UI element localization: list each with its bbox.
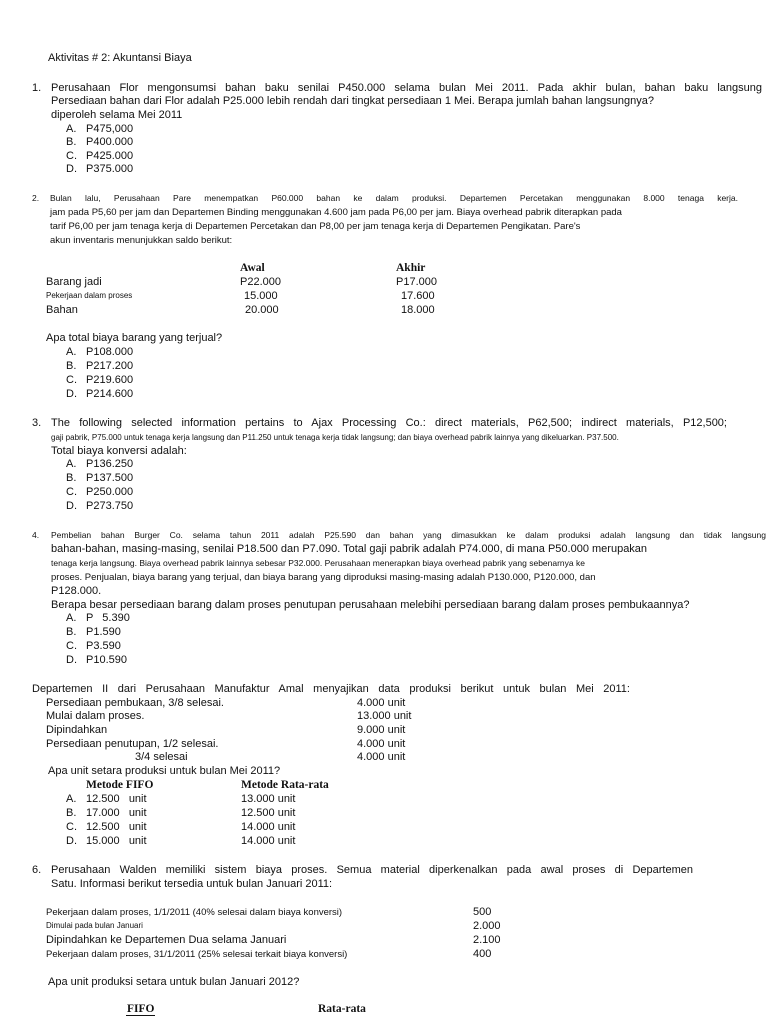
q1-option-d: D. P375.000 [66, 163, 134, 175]
q4-line-3: tenaga kerja langsung. Biaya overhead pabrik lainnya sebesar P32.000. Perusahaan menerapkan biaya overhead pabrik yang sebenarnya ke [51, 558, 585, 568]
q2-option-d: D. P214.600 [66, 388, 134, 400]
q1-line-3: diperoleh selama Mei 2011 [51, 109, 183, 121]
q5-question: Apa unit setara produksi untuk bulan Mei 2011? [48, 765, 281, 777]
q6-row-value: 400 [473, 948, 492, 960]
q6-row-label: Pekerjaan dalam proses, 1/1/2011 (40% selesai dalam biaya konversi) [46, 907, 343, 918]
q6-col-fifo-wrap [126, 1003, 155, 1016]
q2-col-awal: Awal [240, 262, 265, 274]
q5-row-label: Mulai dalam proses. [46, 710, 145, 722]
q5-option-d-rata: 14.000 unit [241, 835, 296, 847]
q5-option-c-rata: 14.000 unit [241, 821, 296, 833]
q6-line-2: Satu. Informasi berikut tersedia untuk bulan Januari 2011: [51, 878, 333, 890]
q4-line-4: proses. Penjualan, biaya barang yang terjual, dan biaya barang yang diproduksi masing-masing adalah P130.000, P120.000, dan [51, 572, 596, 583]
q2-number: 2. [32, 193, 40, 203]
q2-row-label: Pekerjaan dalam proses [46, 291, 133, 300]
q5-option-a-rata: 13.000 unit [241, 793, 296, 805]
q1-option-a: A. P475,000 [66, 123, 134, 135]
q3-line-2: gaji pabrik, P75.000 untuk tenaga kerja langsung dan P11.250 untuk tenaga kerja tidak langsung; dan biaya overhead pabrik lainnya yang dikeluarkan. P37.500. [51, 433, 619, 442]
q2-col-akhir: Akhir [396, 262, 426, 274]
q5-col-rata: Metode Rata-rata [241, 779, 329, 791]
q2-option-c: C. P219.600 [66, 374, 134, 386]
q6-row-label: Dipindahkan ke Departemen Dua selama Januari [46, 934, 287, 946]
q1-option-b: B. P400.000 [66, 136, 134, 148]
q5-row-value: 4.000 unit [357, 751, 406, 763]
q6-line-1: Perusahaan Walden memiliki sistem biaya proses. Semua material diperkenalkan pada awal proses di Departemen [51, 864, 693, 876]
q2-line-1: Bulan lalu, Perusahaan Pare menempatkan P60.000 bahan ke dalam produksi. Departemen Percetakan menggunakan 8.000 tenaga kerja. [50, 193, 738, 203]
q2-row-akhir: 17.600 [401, 290, 435, 302]
q5-row-label: 3/4 selesai [135, 751, 188, 763]
q3-line-1: The following selected information pertains to Ajax Processing Co.: direct materials, P62,500; indirect materials, P12,500; [51, 417, 727, 429]
q1-option-c: C. P425.000 [66, 150, 134, 162]
q2-question: Apa total biaya barang yang terjual? [46, 332, 223, 344]
q1-line-1: Perusahaan Flor mengonsumsi bahan baku senilai P450.000 selama bulan Mei 2011. Pada akhir bulan, bahan baku langsung [51, 82, 762, 94]
q6-row-value: 2.100 [473, 934, 501, 946]
q2-row-akhir: 18.000 [401, 304, 435, 316]
q5-row-label: Persediaan penutupan, 1/2 selesai. [46, 738, 219, 750]
q2-line-3: tarif P6,00 per jam tenaga kerja di Departemen Percetakan dan P8,00 per jam tenaga kerja di Departemen Pengikatan. Pare's [50, 221, 581, 232]
q5-option-c: C. 12.500 unit [66, 821, 147, 833]
q4-line-6: Berapa besar persediaan barang dalam proses penutupan perusahaan melebihi persediaan barang dalam proses pembukaannya? [51, 599, 690, 611]
q4-option-d: D. P10.590 [66, 654, 127, 666]
q5-row-label: Dipindahkan [46, 724, 108, 736]
q4-line-5: P128.000. [51, 585, 102, 597]
q4-option-b: B. P1.590 [66, 626, 121, 638]
document-title: Aktivitas # 2: Akuntansi Biaya [48, 52, 192, 64]
q6-number: 6. [32, 864, 42, 876]
q6-row-value: 500 [473, 906, 492, 918]
q2-row-label: Bahan [46, 304, 78, 316]
q2-option-b: B. P217.200 [66, 360, 134, 372]
q5-row-value: 9.000 unit [357, 724, 406, 736]
q4-line-1: Pembelian bahan Burger Co. selama tahun 2011 adalah P25.590 dan bahan yang dimasukkan ke dalam produksi adalah langsung dan tidak langsung [51, 530, 766, 540]
q6-row-label: Dimulai pada bulan Januari [46, 921, 143, 930]
q4-option-a: A. P 5.390 [66, 612, 130, 624]
q6-col-rata: Rata-rata [318, 1003, 366, 1015]
q4-line-2: bahan-bahan, masing-masing, senilai P18.500 dan P7.090. Total gaji pabrik adalah P74.000, di mana P50.000 merupakan [51, 543, 648, 555]
q4-number: 4. [32, 530, 40, 540]
q5-option-d: D. 15.000 unit [66, 835, 147, 847]
q5-row-value: 4.000 unit [357, 738, 406, 750]
q2-line-2: jam pada P5,60 per jam dan Departemen Binding menggunakan 4.600 jam pada P6,00 per jam. Biaya overhead pabrik diterapkan pada [50, 207, 622, 218]
q3-number: 3. [32, 417, 42, 429]
q3-option-b: B. P137.500 [66, 472, 134, 484]
q5-option-a: A. 12.500 unit [66, 793, 147, 805]
q6-question: Apa unit produksi setara untuk bulan Januari 2012? [48, 976, 300, 988]
q5-row-label: Persediaan pembukaan, 3/8 selesai. [46, 697, 224, 709]
q3-option-c: C. P250.000 [66, 486, 134, 498]
q2-row-awal: P22.000 [240, 276, 281, 288]
q6-col-fifo: FIFO [127, 1003, 155, 1015]
q4-option-c: C. P3.590 [66, 640, 121, 652]
q5-line-1: Departemen II dari Perusahaan Manufaktur Amal menyajikan data produksi berikut untuk bulan Mei 2011: [32, 683, 630, 695]
q5-option-b-rata: 12.500 unit [241, 807, 296, 819]
q3-option-a: A. P136.250 [66, 458, 134, 470]
q6-row-label: Pekerjaan dalam proses, 31/1/2011 (25% selesai terkait biaya konversi) [46, 949, 348, 960]
q3-line-3: Total biaya konversi adalah: [51, 445, 187, 457]
q6-row-value: 2.000 [473, 920, 501, 932]
q5-row-value: 13.000 unit [357, 710, 412, 722]
q2-row-akhir: P17.000 [396, 276, 437, 288]
q3-option-d: D. P273.750 [66, 500, 134, 512]
q2-option-a: A. P108.000 [66, 346, 134, 358]
q2-row-awal: 20.000 [245, 304, 279, 316]
q1-line-2: Persediaan bahan dari Flor adalah P25.000 lebih rendah dari tingkat persediaan 1 Mei. Berapa jumlah bahan langsungnya? [51, 95, 654, 107]
q2-row-awal: 15.000 [244, 290, 278, 302]
q5-option-b: B. 17.000 unit [66, 807, 147, 819]
q2-line-4: akun inventaris menunjukkan saldo berikut: [50, 235, 233, 246]
q5-row-value: 4.000 unit [357, 697, 406, 709]
q5-col-fifo: Metode FIFO [86, 779, 154, 791]
q2-row-label: Barang jadi [46, 276, 102, 288]
q1-number: 1. [32, 82, 42, 94]
